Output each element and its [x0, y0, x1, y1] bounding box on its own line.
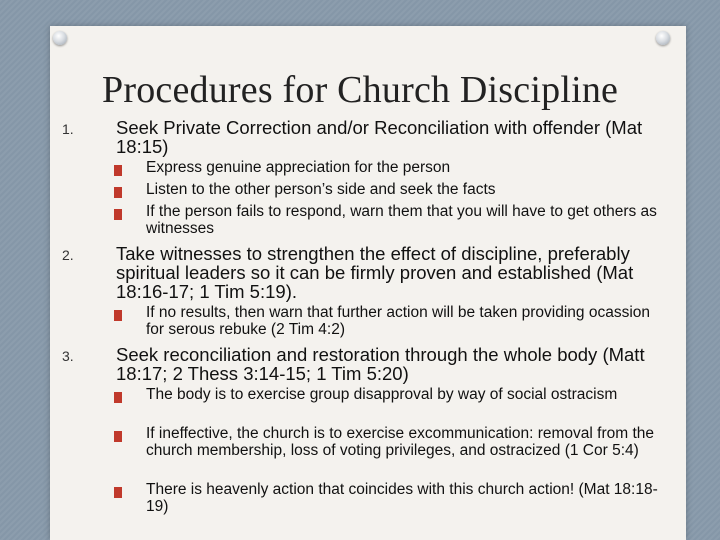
bullet-icon: [114, 165, 122, 176]
bullet-icon: [114, 431, 122, 442]
pushpin-top-right-icon: [656, 31, 670, 45]
sub-bullet-text: Listen to the other person’s side and seek the facts: [146, 181, 496, 198]
sub-bullet-text: If no results, then warn that further action will be taken providing ocassion for serous rebuke (2 Tim 4:2): [146, 304, 651, 338]
sub-bullet-text: Express genuine appreciation for the person: [146, 159, 451, 176]
bullet-icon: [114, 187, 122, 198]
item-number: 1.: [62, 121, 74, 137]
item-text: Take witnesses to strengthen the effect of discipline, preferably spiritual leaders so it can be firmly proven and established (Mat 18:16-17; 1 Tim 5:19).: [116, 243, 634, 302]
bullet-icon: [114, 392, 122, 403]
item-number: 2.: [62, 247, 74, 263]
bullet-icon: [114, 209, 122, 220]
item-text: Seek Private Correction and/or Reconciliation with offender (Mat 18:15): [116, 117, 643, 157]
item-text: Seek reconciliation and restoration through the whole body (Matt 18:17; 2 Thess 3:14-15; 1 Tim 5:20): [116, 344, 645, 384]
sub-bullet-text: There is heavenly action that coincides with this church action! (Mat 18:18-19): [146, 481, 658, 515]
pushpin-top-left-icon: [53, 31, 67, 45]
bullet-icon: [114, 310, 122, 321]
item-number: 3.: [62, 348, 74, 364]
slide-title: Procedures for Church Discipline: [102, 69, 619, 111]
bullet-icon: [114, 487, 122, 498]
sub-bullet-text: If the person fails to respond, warn them that you will have to get others as witnesses: [146, 203, 657, 237]
sub-bullet-text: The body is to exercise group disapproval by way of social ostracism: [146, 386, 618, 403]
sub-bullet-text: If ineffective, the church is to exercise excommunication: removal from the church membership, loss of voting privileges, and ostracized (1 Cor 5:4): [146, 425, 654, 459]
